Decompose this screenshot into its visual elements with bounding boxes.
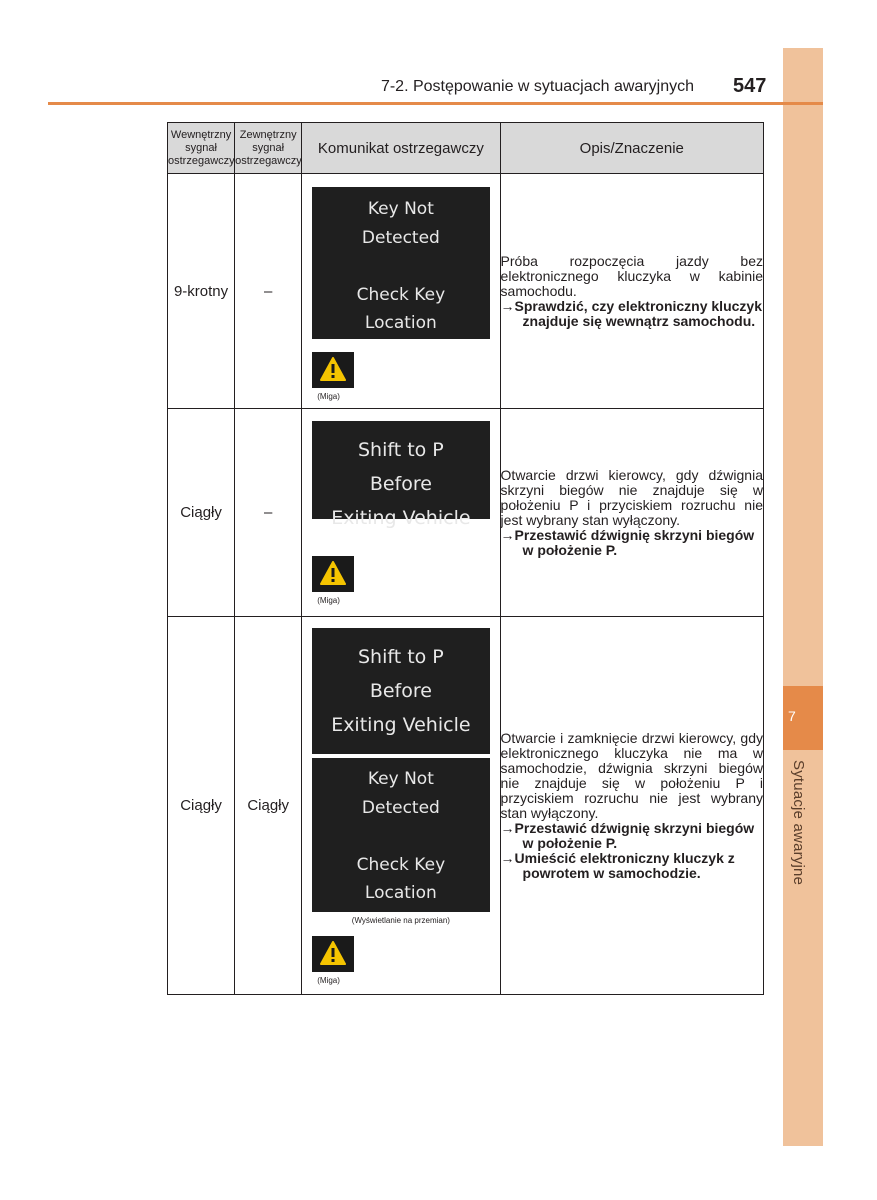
warning-triangle-icon bbox=[312, 352, 354, 388]
action-text: Umieścić elektroniczny kluczyk z powrotem w samochodzie. bbox=[514, 849, 735, 881]
action-item bbox=[501, 299, 763, 329]
arrow-icon: → bbox=[500, 526, 515, 543]
blink-note: (Miga) bbox=[317, 976, 340, 985]
description-text: Próba rozpoczęcia jazdy bez elektronicznego kluczyka w kabinie samochodu. bbox=[500, 252, 763, 299]
header-internal: Wewnętrzny sygnał ostrzegawczy bbox=[168, 123, 235, 174]
screen-line: Before bbox=[369, 473, 432, 495]
screen-line: Exiting Vehicle bbox=[331, 714, 471, 736]
arrow-icon: → bbox=[500, 297, 515, 314]
table-row bbox=[168, 617, 764, 995]
warning-triangle-icon bbox=[312, 556, 354, 592]
blink-note: (Miga) bbox=[317, 596, 340, 605]
action-text: Sprawdzić, czy elektroniczny kluczyk znajduje się wewnątrz samochodu. bbox=[514, 297, 762, 329]
header-external: Zewnętrzny sygnał ostrzegawczy bbox=[235, 123, 302, 174]
chapter-tab bbox=[783, 686, 823, 750]
action-text: Przestawić dźwignię skrzyni biegów w położenie P. bbox=[514, 526, 755, 558]
action-item bbox=[501, 528, 763, 558]
warning-screen bbox=[312, 758, 490, 912]
screen-line: Detected bbox=[361, 227, 440, 248]
message-cell bbox=[302, 617, 500, 995]
internal-signal: Ciągły bbox=[168, 409, 235, 617]
screen-line: Before bbox=[369, 680, 432, 702]
description-cell bbox=[500, 617, 763, 995]
screen-line: Location bbox=[364, 883, 437, 903]
arrow-icon: → bbox=[500, 849, 515, 866]
screen-line bbox=[312, 252, 490, 281]
action-item bbox=[501, 851, 763, 881]
screen-line: Shift to P bbox=[357, 646, 444, 668]
screen-line: Key Not bbox=[367, 199, 434, 219]
internal-signal: 9-krotny bbox=[168, 174, 235, 409]
chapter-label: Sytuacje awaryjne bbox=[790, 760, 807, 886]
warning-screen bbox=[312, 187, 490, 339]
screen-line: Shift to P bbox=[357, 439, 444, 461]
external-signal: – bbox=[235, 174, 302, 409]
external-signal: – bbox=[235, 409, 302, 617]
screen-line: Exiting Vehicle bbox=[331, 507, 471, 529]
screen-line: Detected bbox=[361, 797, 440, 818]
arrow-icon: → bbox=[500, 819, 515, 836]
alternating-note: (Wyświetlanie na przemian) bbox=[351, 916, 450, 925]
page-number: 547 bbox=[733, 75, 767, 97]
action-text: Przestawić dźwignię skrzyni biegów w położenie P. bbox=[514, 819, 755, 851]
screen-line: Location bbox=[364, 313, 437, 333]
external-signal: Ciągły bbox=[235, 617, 302, 995]
action-item bbox=[501, 821, 763, 851]
side-bar bbox=[783, 48, 823, 1146]
message-cell bbox=[302, 174, 500, 409]
message-cell bbox=[302, 409, 500, 617]
warning-triangle-icon bbox=[312, 936, 354, 972]
table-row bbox=[168, 409, 764, 617]
warning-screen bbox=[312, 421, 490, 529]
description-cell bbox=[500, 409, 763, 617]
chapter-number: 7 bbox=[788, 708, 796, 724]
description-cell bbox=[500, 174, 763, 409]
table-row bbox=[168, 174, 764, 409]
screen-line: Check Key bbox=[356, 284, 446, 305]
description-text: Otwarcie i zamknięcie drzwi kierowcy, gdy elektronicznego kluczyka nie ma w samochodzie, dźwignia skrzyni biegów nie znajduje się w położeniu P i przyciskiem rozruchu nie jest wybrany stan wyłączony. bbox=[500, 729, 763, 821]
header-rule bbox=[48, 102, 823, 105]
table-header-row bbox=[168, 123, 764, 174]
screen-line: Check Key bbox=[356, 854, 446, 875]
blink-note: (Miga) bbox=[317, 392, 340, 401]
header-message: Komunikat ostrzegawczy bbox=[302, 123, 500, 174]
description-text: Otwarcie drzwi kierowcy, gdy dźwignia skrzyni biegów nie znajduje się w położeniu P i przyciskiem rozruchu nie jest wybrany stan wyłączony. bbox=[500, 466, 763, 528]
warning-table bbox=[167, 122, 764, 995]
section-title: 7-2. Postępowanie w sytuacjach awaryjnych bbox=[380, 78, 694, 95]
internal-signal: Ciągły bbox=[168, 617, 235, 995]
screen-line: Key Not bbox=[367, 769, 434, 789]
screen-line bbox=[312, 822, 490, 851]
header-description: Opis/Znaczenie bbox=[500, 123, 763, 174]
warning-screen bbox=[312, 628, 490, 754]
